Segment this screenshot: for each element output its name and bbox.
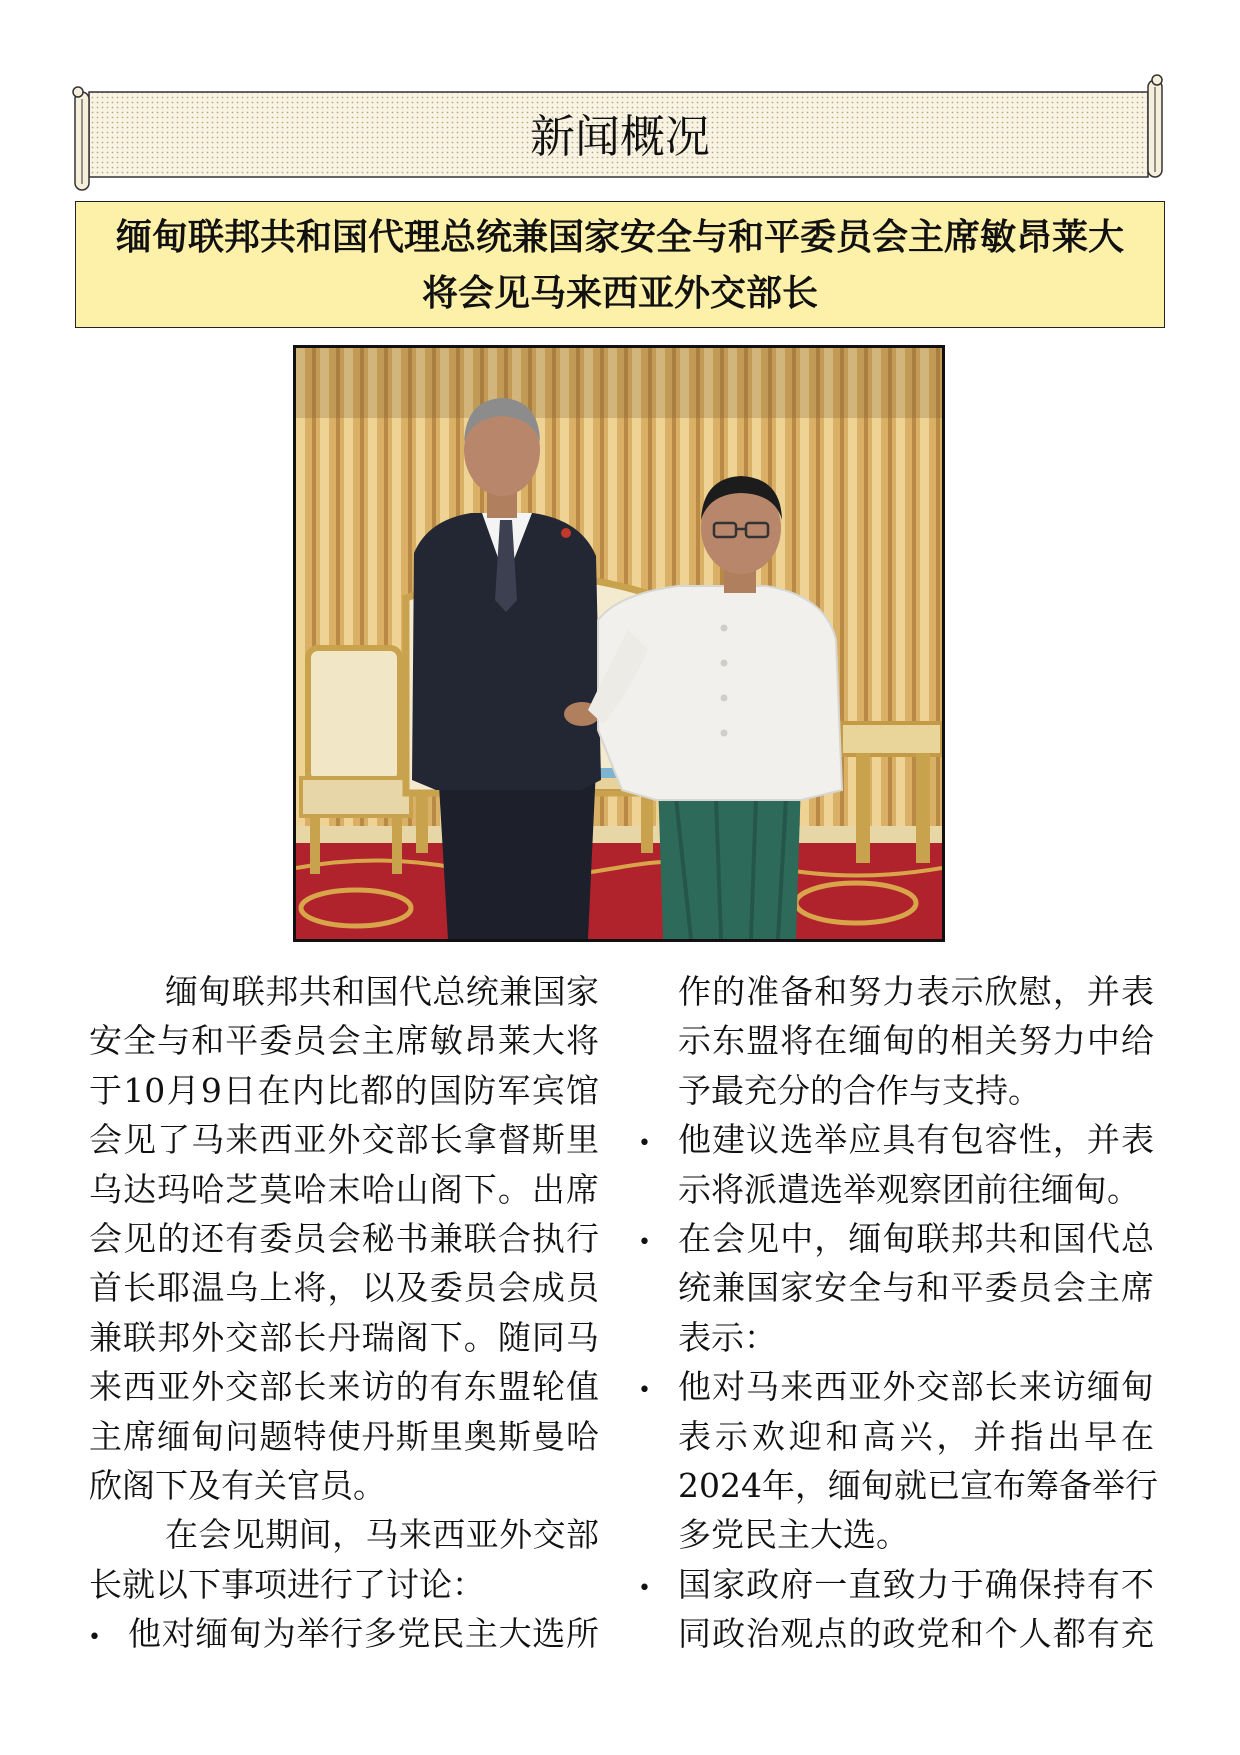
line-text: 他建议选举应具有包容性，并表: [678, 1120, 1154, 1160]
line-text: 兼联邦外交部长丹瑞阁下。随同马: [89, 1317, 599, 1357]
headline-box: [75, 201, 1165, 328]
line-text: 统兼国家安全与和平委员会主席: [678, 1268, 1154, 1308]
paragraph-line: [634, 1510, 1154, 1559]
line-text: 在会见中，缅甸联邦共和国代总: [678, 1218, 1154, 1258]
paragraph-line: [89, 1214, 599, 1263]
paragraph-line: [634, 1412, 1154, 1461]
line-text: 缅甸联邦共和国代总统兼国家: [165, 972, 599, 1011]
paragraph-line: [634, 1066, 1154, 1115]
paragraph-line: [89, 1066, 599, 1115]
paragraph-line: [89, 1165, 599, 1214]
paragraph-line: [89, 967, 599, 1016]
bullet-icon: •: [638, 1378, 651, 1404]
paragraph-line: [634, 1263, 1154, 1312]
line-text: 在会见期间，马来西亚外交部: [165, 1515, 599, 1555]
bullet-line: [634, 1560, 1154, 1609]
paragraph-line: [89, 1560, 599, 1609]
bullet-icon: •: [638, 1575, 651, 1601]
paragraph-line: [89, 1115, 599, 1164]
headline-line-2: 将会见马来西亚外交部长: [421, 273, 818, 314]
line-text: 表示欢迎和高兴，并指出早在: [678, 1416, 1154, 1456]
line-text: 乌达玛哈芝莫哈末哈山阁下。出席: [89, 1169, 599, 1209]
bullet-icon: •: [88, 1625, 101, 1651]
headline-line-1: 缅甸联邦共和国代理总统兼国家安全与和平委员会主席敏昂莱大: [115, 217, 1124, 258]
line-text: 他对马来西亚外交部长来访缅甸: [678, 1367, 1154, 1407]
line-text: 示东盟将在缅甸的相关努力中给: [678, 1021, 1154, 1061]
bullet-icon: •: [638, 1229, 651, 1255]
line-text: 予最充分的合作与支持。: [678, 1070, 1041, 1110]
line-text: 于10月9日在内比都的国防军宾馆: [89, 1070, 599, 1110]
paragraph-line: [89, 1461, 599, 1510]
line-text: 主席缅甸问题特使丹斯里奥斯曼哈: [89, 1416, 599, 1456]
paragraph-line: [634, 1313, 1154, 1362]
line-text: 国家政府一直致力于确保持有不: [678, 1564, 1154, 1604]
left-column: [89, 967, 599, 1658]
bullet-line: [634, 1362, 1154, 1411]
paragraph-line: [634, 1016, 1154, 1065]
line-text: 同政治观点的政党和个人都有充: [678, 1614, 1154, 1654]
paragraph-line: [89, 1510, 599, 1559]
paragraph-line: [89, 1412, 599, 1461]
bullet-line: [634, 1214, 1154, 1263]
line-text: 会见了马来西亚外交部长拿督斯里: [89, 1120, 599, 1160]
line-text: 首长耶温乌上将，以及委员会成员: [89, 1268, 599, 1308]
line-text: 2024年，缅甸就已宣布筹备举行: [678, 1465, 1158, 1505]
bullet-icon: •: [638, 1131, 651, 1157]
line-text: 表示：: [678, 1317, 777, 1357]
line-text: 欣阁下及有关官员。: [89, 1465, 386, 1505]
news-photo: [293, 345, 945, 942]
paragraph-line: [89, 1263, 599, 1312]
line-text: 长就以下事项进行了讨论：: [89, 1564, 485, 1604]
photo-illustration: [296, 348, 942, 939]
line-text: 示将派遣选举观察团前往缅甸。: [678, 1169, 1140, 1209]
paragraph-line: [89, 1313, 599, 1362]
bullet-line: [634, 1115, 1154, 1164]
line-text: 多党民主大选。: [678, 1515, 909, 1555]
right-column: [634, 967, 1158, 1658]
paragraph-line: [89, 1362, 599, 1411]
paragraph-line: [634, 967, 1154, 1016]
paragraph-line: [89, 1016, 599, 1065]
line-text: 会见的还有委员会秘书兼联合执行: [89, 1218, 599, 1258]
curtain-top-shade: [296, 348, 942, 418]
line-text: 他对缅甸为举行多党民主大选所: [128, 1614, 599, 1654]
paragraph-line: [634, 1609, 1154, 1658]
line-text: 作的准备和努力表示欣慰，并表: [678, 972, 1154, 1011]
banner-scroll: [0, 0, 1240, 200]
line-text: 来西亚外交部长来访的有东盟轮值: [89, 1367, 599, 1407]
paragraph-line: [634, 1461, 1158, 1510]
paragraph-line: [634, 1165, 1154, 1214]
page-title: 新闻概况: [529, 110, 710, 163]
line-text: 安全与和平委员会主席敏昂莱大将: [89, 1021, 599, 1061]
bullet-line: [89, 1609, 599, 1658]
